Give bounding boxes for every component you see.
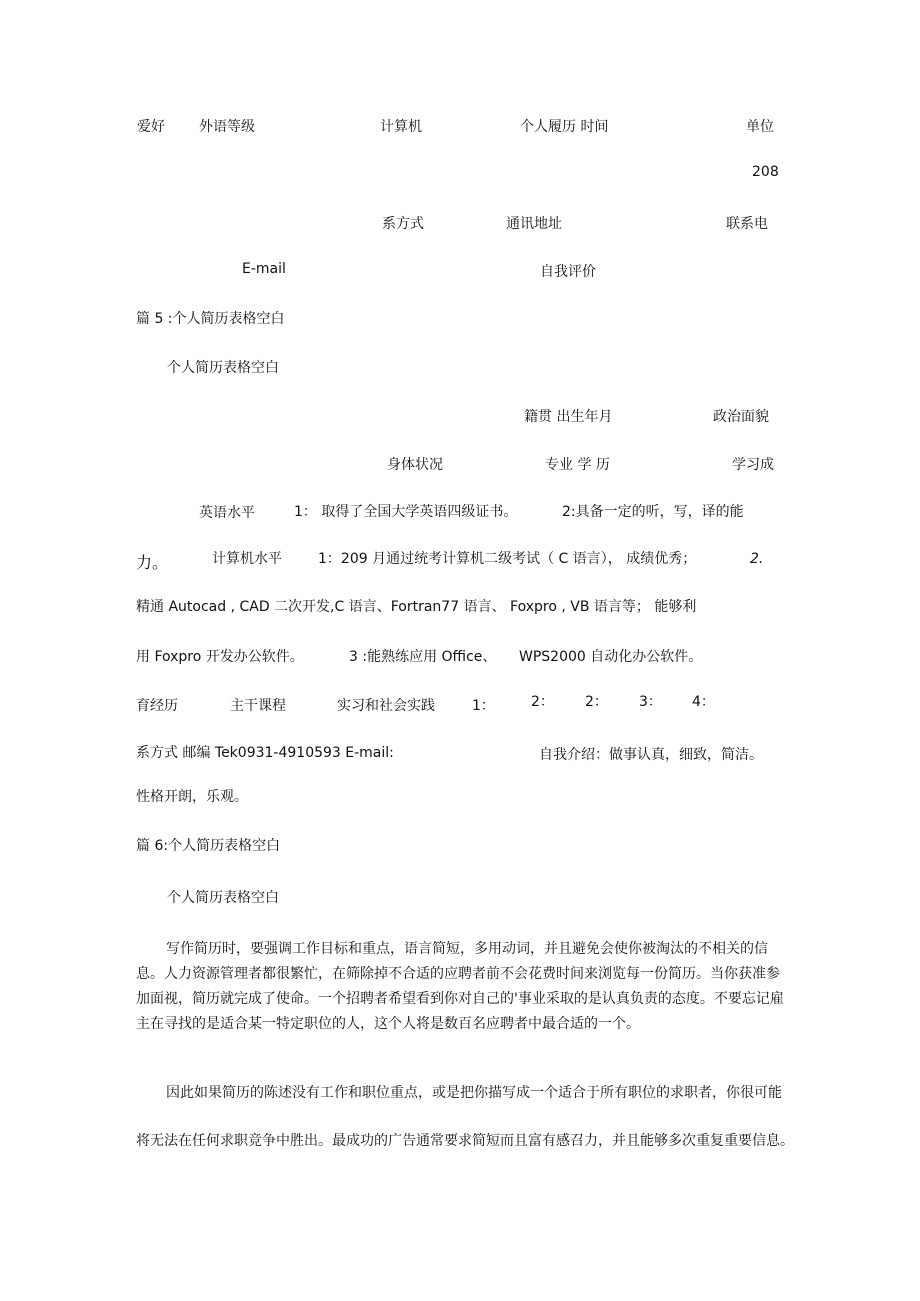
english-cert-1: 1： 取得了全国大学英语四级证书。 bbox=[294, 504, 518, 520]
office-line: 3 :能熟练应用 Office、 bbox=[349, 649, 497, 665]
computer-level-label: 计算机水平 bbox=[212, 551, 282, 567]
computer-item-1: 1：209 月通过统考计算机二级考试（ C 语言）， 成绩优秀； bbox=[318, 551, 697, 567]
address-label: 通讯地址 bbox=[506, 216, 562, 232]
practice-item-3: 2： bbox=[585, 694, 608, 710]
paragraph-2-line-1: 因此如果简历的陈述没有工作和职位重点，或是把你描写成一个适合于所有职位的求职者，你很可能 bbox=[166, 1085, 782, 1101]
section5-subtitle: 个人简历表格空白 bbox=[167, 360, 279, 376]
study-label: 学习成 bbox=[732, 457, 774, 473]
phone-label: 联系电 bbox=[726, 216, 768, 232]
native-birth-label: 籍贯 出生年月 bbox=[524, 409, 613, 425]
computer-item-2: 2. bbox=[750, 551, 764, 567]
wps-line: WPS2000 自动化办公软件。 bbox=[519, 649, 703, 665]
section5-heading: 篇 5 :个人简历表格空白 bbox=[136, 311, 285, 327]
self-intro: 自我介绍：做事认真，细致，简洁。 bbox=[539, 747, 763, 763]
practice-label: 实习和社会实践 bbox=[337, 698, 435, 714]
number-value: 208 bbox=[752, 164, 779, 180]
foxpro-line: 用 Foxpro 开发办公软件。 bbox=[136, 649, 304, 665]
practice-item-2: 2： bbox=[531, 694, 554, 710]
english-cert-2: 2:具备一定的听，写，译的能 bbox=[562, 504, 744, 520]
skills-line: 精通 Autocad , CAD 二次开发,C 语言、Fortran77 语言、 Foxpro , VB 语言等； 能够利 bbox=[136, 599, 697, 615]
major-label: 专业 学 历 bbox=[545, 457, 610, 473]
email-label: E-mail bbox=[242, 261, 286, 277]
resume-advice-paragraph bbox=[136, 937, 788, 1037]
self-evaluation-label: 自我评价 bbox=[540, 264, 596, 280]
practice-item-1: 1： bbox=[472, 698, 495, 714]
contact-label: 系方式 bbox=[382, 216, 424, 232]
health-label: 身体状况 bbox=[387, 457, 443, 473]
education-label: 育经历 bbox=[136, 698, 178, 714]
practice-item-4: 3： bbox=[639, 694, 662, 710]
politics-label: 政治面貌 bbox=[713, 409, 769, 425]
computer-label: 计算机 bbox=[380, 119, 422, 135]
section6-heading: 篇 6:个人简历表格空白 bbox=[136, 838, 281, 854]
paragraph-2-line-2: 将无法在任何求职竞争中胜出。最成功的广告通常要求简短而且富有感召力，并且能够多次重复重要信息。 bbox=[136, 1133, 794, 1149]
hobby-label: 爱好 bbox=[137, 119, 165, 135]
courses-label: 主干课程 bbox=[230, 698, 286, 714]
section6-subtitle: 个人简历表格空白 bbox=[167, 890, 279, 906]
unit-label: 单位 bbox=[746, 119, 774, 135]
resume-time-label: 个人履历 时间 bbox=[520, 119, 609, 135]
paragraph-1-text: 写作简历时，要强调工作目标和重点，语言简短，多用动词，并且避免会使你被淘汰的不相关的信息。人力资源管理者都很繁忙，在筛除掉不合适的应聘者前不会花费时间来浏览每一份简历。当你获准参加面视，简历就完成了使命。一个招聘者希望看到你对自己的'事业采取的是认真负责的态度。不要忘记雇主在寻找的是适合某一特定职位的人，这个人将是数百名应聘者中最合适的一个。 bbox=[136, 941, 784, 1032]
personality-text: 性格开朗，乐观。 bbox=[136, 789, 248, 805]
ability-text: 力。 bbox=[136, 553, 169, 572]
practice-item-5: 4： bbox=[692, 694, 715, 710]
contact-line: 系方式 邮编 Tek0931-4910593 E-mail: bbox=[136, 745, 394, 761]
english-level-label: 英语水平 bbox=[199, 505, 255, 521]
foreign-language-label: 外语等级 bbox=[199, 119, 255, 135]
